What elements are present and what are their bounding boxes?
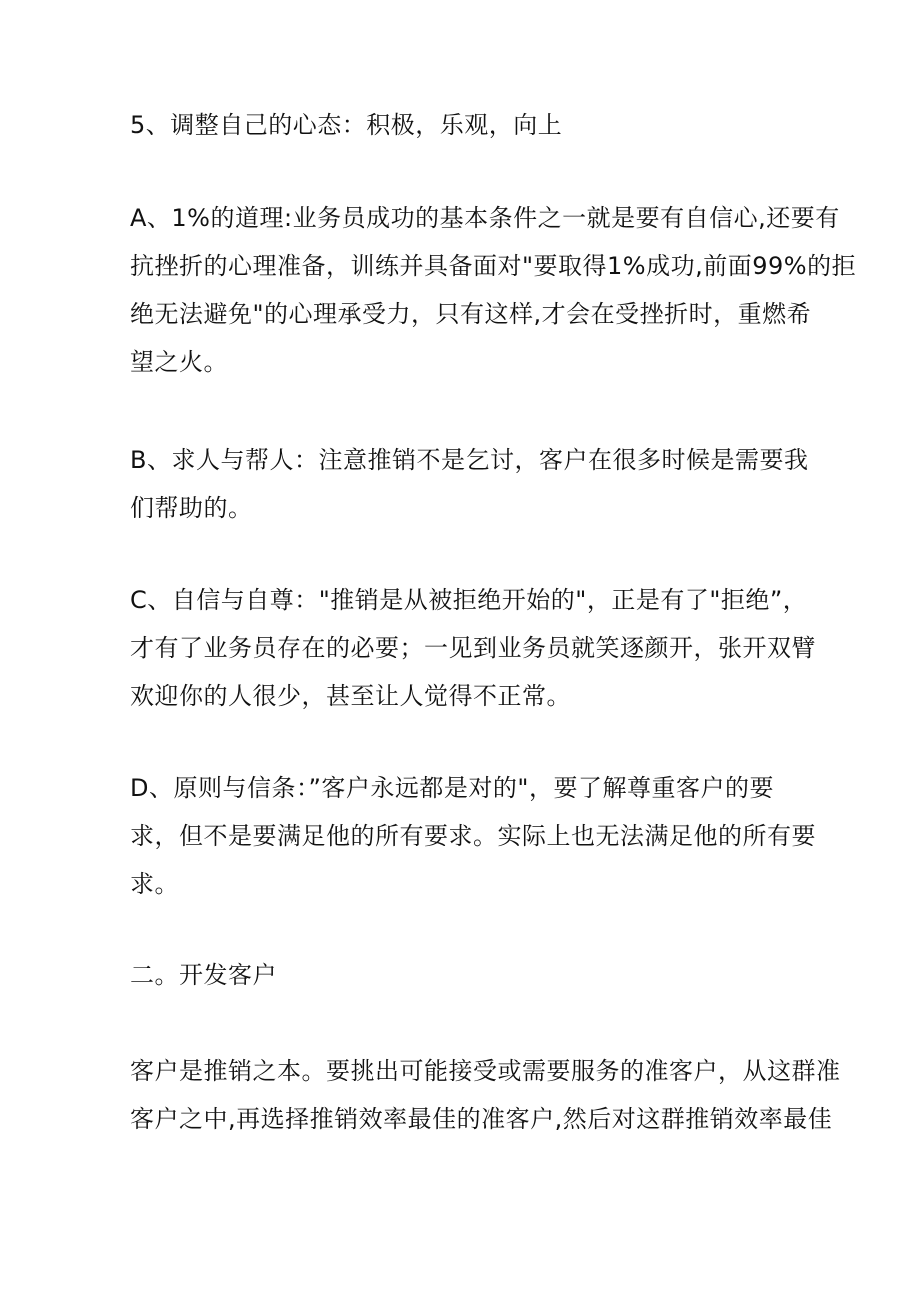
text-line: 客户是推销之本。要挑出可能接受或需要服务的准客户，从这群准 [130, 1057, 841, 1085]
section-5-heading [130, 101, 810, 149]
text-line: B、求人与帮人：注意推销不是乞讨，客户在很多时候是需要我 [130, 446, 809, 474]
text-line: 欢迎你的人很少，甚至让人觉得不正常。 [130, 682, 571, 710]
section-2-heading [130, 951, 810, 999]
text-line: 望之火。 [130, 348, 228, 376]
text-line: C、自信与自尊："推销是从被拒绝开始的"，正是有了"拒绝”， [130, 586, 808, 614]
text-line: A、1%的道理:业务员成功的基本条件之一就是要有自信心,还要有 [130, 204, 840, 232]
text-line: 绝无法避免"的心理承受力，只有这样,才会在受挫折时，重燃希 [130, 300, 812, 328]
text-line: 求，但不是要满足他的所有要求。实际上也无法满足他的所有要 [130, 822, 816, 850]
text-line: D、原则与信条：”客户永远都是对的"，要了解尊重客户的要 [130, 774, 774, 802]
paragraph-item-d [130, 764, 816, 908]
text-line: 客户之中,再选择推销效率最佳的准客户,然后对这群推销效率最佳 [130, 1105, 833, 1133]
text-line: 5、调整自己的心态：积极，乐观，向上 [130, 111, 563, 139]
text-line: 们帮助的。 [130, 494, 253, 522]
text-line: 求。 [130, 870, 179, 898]
paragraph-item-a [130, 194, 857, 386]
text-line: 抗挫折的心理准备，训练并具备面对"要取得1%成功,前面99%的拒 [130, 252, 857, 280]
paragraph-item-c [130, 576, 816, 720]
text-line: 才有了业务员存在的必要；一见到业务员就笑逐颜开，张开双臂 [130, 634, 816, 662]
paragraph-item-b [130, 436, 810, 532]
text-line: 二。开发客户 [130, 961, 277, 989]
customer-paragraph [130, 1047, 841, 1143]
